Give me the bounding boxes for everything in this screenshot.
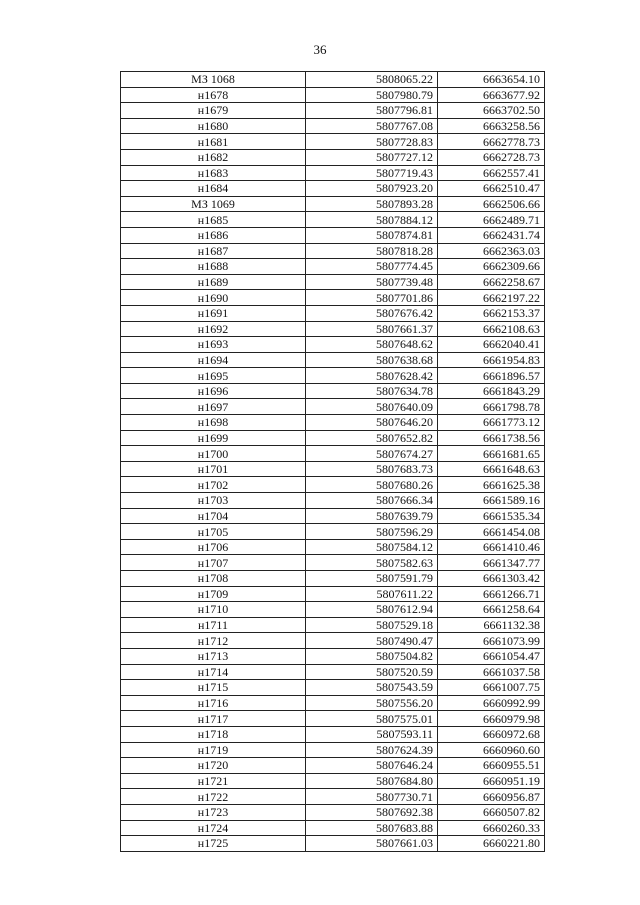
x-coordinate-cell: 5807646.24 [306,758,438,774]
x-coordinate-cell: 5807818.28 [306,243,438,259]
y-coordinate-cell: 6661681.65 [438,446,545,462]
point-name-cell: н1724 [121,820,306,836]
y-coordinate-cell: 6662510.47 [438,181,545,197]
point-name-cell: н1678 [121,87,306,103]
y-coordinate-cell: 6663702.50 [438,103,545,119]
table-row [121,508,545,524]
table-row [121,602,545,618]
y-coordinate-cell: 6660956.87 [438,789,545,805]
x-coordinate-cell: 5807739.48 [306,274,438,290]
x-coordinate-cell: 5807596.29 [306,524,438,540]
y-coordinate-cell: 6661347.77 [438,555,545,571]
x-coordinate-cell: 5807666.34 [306,493,438,509]
x-coordinate-cell: 5807640.09 [306,399,438,415]
point-name-cell: н1690 [121,290,306,306]
point-name-cell: н1687 [121,243,306,259]
point-name-cell: н1709 [121,586,306,602]
x-coordinate-cell: 5807683.88 [306,820,438,836]
y-coordinate-cell: 6661303.42 [438,571,545,587]
y-coordinate-cell: 6662363.03 [438,243,545,259]
y-coordinate-cell: 6663677.92 [438,87,545,103]
table-row [121,617,545,633]
y-coordinate-cell: 6661798.78 [438,399,545,415]
table-row [121,633,545,649]
y-coordinate-cell: 6662778.73 [438,134,545,150]
y-coordinate-cell: 6662557.41 [438,165,545,181]
table-row [121,103,545,119]
y-coordinate-cell: 6662258.67 [438,274,545,290]
point-name-cell: н1691 [121,305,306,321]
table-row [121,758,545,774]
x-coordinate-cell: 5807683.73 [306,461,438,477]
point-name-cell: н1706 [121,539,306,555]
y-coordinate-cell: 6661266.71 [438,586,545,602]
y-coordinate-cell: 6661410.46 [438,539,545,555]
x-coordinate-cell: 5807556.20 [306,695,438,711]
table-row [121,571,545,587]
point-name-cell: н1717 [121,711,306,727]
y-coordinate-cell: 6661132.38 [438,617,545,633]
table-row [121,196,545,212]
x-coordinate-cell: 5807584.12 [306,539,438,555]
x-coordinate-cell: 5807692.38 [306,804,438,820]
y-coordinate-cell: 6661073.99 [438,633,545,649]
x-coordinate-cell: 5807727.12 [306,149,438,165]
y-coordinate-cell: 6661589.16 [438,493,545,509]
x-coordinate-cell: 5807628.42 [306,368,438,384]
y-coordinate-cell: 6660972.68 [438,726,545,742]
point-name-cell: н1682 [121,149,306,165]
point-name-cell: н1722 [121,789,306,805]
point-name-cell: н1694 [121,352,306,368]
y-coordinate-cell: 6661738.56 [438,430,545,446]
y-coordinate-cell: 6662040.41 [438,337,545,353]
point-name-cell: н1710 [121,602,306,618]
table-row [121,820,545,836]
table-row [121,789,545,805]
point-name-cell: н1696 [121,383,306,399]
y-coordinate-cell: 6662728.73 [438,149,545,165]
y-coordinate-cell: 6660960.60 [438,742,545,758]
point-name-cell: н1684 [121,181,306,197]
table-row [121,648,545,664]
y-coordinate-cell: 6661037.58 [438,664,545,680]
point-name-cell: н1714 [121,664,306,680]
point-name-cell: н1704 [121,508,306,524]
x-coordinate-cell: 5807591.79 [306,571,438,587]
table-row [121,711,545,727]
y-coordinate-cell: 6661535.34 [438,508,545,524]
y-coordinate-cell: 6661896.57 [438,368,545,384]
x-coordinate-cell: 5807575.01 [306,711,438,727]
x-coordinate-cell: 5807661.37 [306,321,438,337]
point-name-cell: н1707 [121,555,306,571]
table-row [121,695,545,711]
x-coordinate-cell: 5807529.18 [306,617,438,633]
y-coordinate-cell: 6661625.38 [438,477,545,493]
table-row [121,87,545,103]
point-name-cell: МЗ 1069 [121,196,306,212]
y-coordinate-cell: 6660221.80 [438,836,545,852]
table-row [121,352,545,368]
y-coordinate-cell: 6661054.47 [438,648,545,664]
x-coordinate-cell: 5807893.28 [306,196,438,212]
x-coordinate-cell: 5807684.80 [306,773,438,789]
point-name-cell: н1720 [121,758,306,774]
y-coordinate-cell: 6661007.75 [438,680,545,696]
point-name-cell: н1699 [121,430,306,446]
y-coordinate-cell: 6661773.12 [438,415,545,431]
point-name-cell: н1700 [121,446,306,462]
table-row [121,493,545,509]
point-name-cell: н1718 [121,726,306,742]
x-coordinate-cell: 5807646.20 [306,415,438,431]
table-row [121,243,545,259]
y-coordinate-cell: 6661648.63 [438,461,545,477]
point-name-cell: н1723 [121,804,306,820]
point-name-cell: н1683 [121,165,306,181]
table-row [121,524,545,540]
x-coordinate-cell: 5807796.81 [306,103,438,119]
table-row [121,118,545,134]
x-coordinate-cell: 5807767.08 [306,118,438,134]
table-row [121,461,545,477]
y-coordinate-cell: 6662489.71 [438,212,545,228]
table-row [121,383,545,399]
table-row [121,539,545,555]
table-row [121,726,545,742]
point-name-cell: н1702 [121,477,306,493]
table-row [121,274,545,290]
table-row [121,804,545,820]
table-row [121,415,545,431]
point-name-cell: н1688 [121,259,306,275]
point-name-cell: н1713 [121,648,306,664]
y-coordinate-cell: 6662153.37 [438,305,545,321]
x-coordinate-cell: 5807874.81 [306,227,438,243]
point-name-cell: н1712 [121,633,306,649]
x-coordinate-cell: 5807638.68 [306,352,438,368]
table-row [121,399,545,415]
coordinates-table [120,71,545,852]
point-name-cell: н1711 [121,617,306,633]
y-coordinate-cell: 6660992.99 [438,695,545,711]
x-coordinate-cell: 5807730.71 [306,789,438,805]
y-coordinate-cell: 6661954.83 [438,352,545,368]
x-coordinate-cell: 5807490.47 [306,633,438,649]
point-name-cell: н1716 [121,695,306,711]
y-coordinate-cell: 6662108.63 [438,321,545,337]
point-name-cell: н1681 [121,134,306,150]
table-row [121,368,545,384]
table-row [121,212,545,228]
point-name-cell: н1697 [121,399,306,415]
y-coordinate-cell: 6663654.10 [438,72,545,88]
x-coordinate-cell: 5807728.83 [306,134,438,150]
x-coordinate-cell: 5807719.43 [306,165,438,181]
y-coordinate-cell: 6660507.82 [438,804,545,820]
y-coordinate-cell: 6662197.22 [438,290,545,306]
table-row [121,181,545,197]
x-coordinate-cell: 5807520.59 [306,664,438,680]
table-row [121,321,545,337]
y-coordinate-cell: 6660951.19 [438,773,545,789]
y-coordinate-cell: 6661843.29 [438,383,545,399]
x-coordinate-cell: 5808065.22 [306,72,438,88]
table-row [121,134,545,150]
x-coordinate-cell: 5807884.12 [306,212,438,228]
table-row [121,586,545,602]
x-coordinate-cell: 5807611.22 [306,586,438,602]
y-coordinate-cell: 6660955.51 [438,758,545,774]
point-name-cell: н1685 [121,212,306,228]
x-coordinate-cell: 5807582.63 [306,555,438,571]
y-coordinate-cell: 6663258.56 [438,118,545,134]
point-name-cell: н1679 [121,103,306,119]
point-name-cell: н1701 [121,461,306,477]
x-coordinate-cell: 5807624.39 [306,742,438,758]
x-coordinate-cell: 5807701.86 [306,290,438,306]
y-coordinate-cell: 6662309.66 [438,259,545,275]
x-coordinate-cell: 5807648.62 [306,337,438,353]
point-name-cell: н1725 [121,836,306,852]
x-coordinate-cell: 5807680.26 [306,477,438,493]
point-name-cell: н1705 [121,524,306,540]
table-row [121,430,545,446]
table-row [121,165,545,181]
page-number: 36 [313,42,327,57]
point-name-cell: н1715 [121,680,306,696]
table-row [121,337,545,353]
y-coordinate-cell: 6660260.33 [438,820,545,836]
point-name-cell: н1693 [121,337,306,353]
x-coordinate-cell: 5807674.27 [306,446,438,462]
point-name-cell: н1719 [121,742,306,758]
x-coordinate-cell: 5807639.79 [306,508,438,524]
x-coordinate-cell: 5807593.11 [306,726,438,742]
y-coordinate-cell: 6661258.64 [438,602,545,618]
table-row [121,446,545,462]
x-coordinate-cell: 5807543.59 [306,680,438,696]
y-coordinate-cell: 6660979.98 [438,711,545,727]
table-row [121,742,545,758]
table-row [121,477,545,493]
table-row [121,259,545,275]
table-row [121,227,545,243]
table-row [121,680,545,696]
x-coordinate-cell: 5807980.79 [306,87,438,103]
table-row [121,305,545,321]
point-name-cell: н1692 [121,321,306,337]
x-coordinate-cell: 5807612.94 [306,602,438,618]
table-row [121,72,545,88]
point-name-cell: н1686 [121,227,306,243]
x-coordinate-cell: 5807676.42 [306,305,438,321]
table-row [121,290,545,306]
table-row [121,836,545,852]
x-coordinate-cell: 5807652.82 [306,430,438,446]
table-row [121,773,545,789]
table-row [121,664,545,680]
x-coordinate-cell: 5807504.82 [306,648,438,664]
point-name-cell: МЗ 1068 [121,72,306,88]
x-coordinate-cell: 5807661.03 [306,836,438,852]
table-row [121,149,545,165]
point-name-cell: н1680 [121,118,306,134]
point-name-cell: н1695 [121,368,306,384]
x-coordinate-cell: 5807634.78 [306,383,438,399]
x-coordinate-cell: 5807923.20 [306,181,438,197]
point-name-cell: н1698 [121,415,306,431]
coordinates-table-body [121,72,545,852]
x-coordinate-cell: 5807774.45 [306,259,438,275]
y-coordinate-cell: 6662431.74 [438,227,545,243]
y-coordinate-cell: 6662506.66 [438,196,545,212]
y-coordinate-cell: 6661454.08 [438,524,545,540]
point-name-cell: н1703 [121,493,306,509]
point-name-cell: н1708 [121,571,306,587]
point-name-cell: н1689 [121,274,306,290]
table-row [121,555,545,571]
point-name-cell: н1721 [121,773,306,789]
